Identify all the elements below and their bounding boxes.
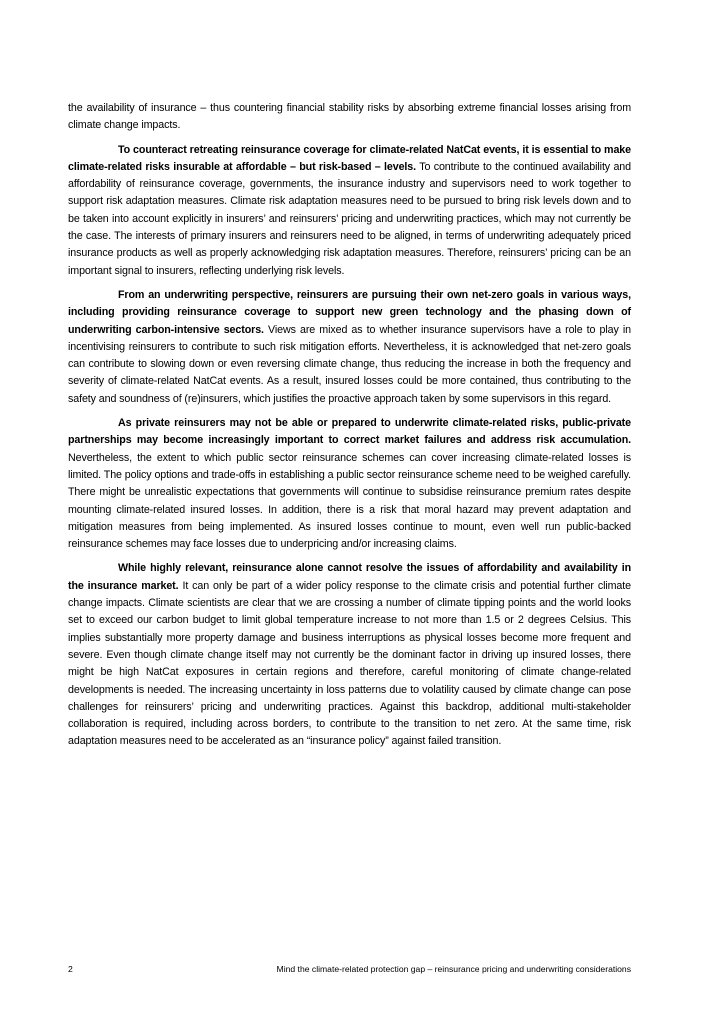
paragraph-public-private-partnerships [68,415,631,553]
page-number: 2 [68,964,73,974]
paragraph-reinsurance-coverage [68,142,631,280]
paragraph-text: Nevertheless, the extent to which public sector reinsurance schemes can cover increasing climate-related losses is limited. The policy options and trade-offs in establishing a public sector reinsurance scheme need to be weighed carefully. There might be unrealistic expectations that governments will continue to subsidise reinsurance premium rates despite mounting climate-related insured losses. In addition, there is a risk that moral hazard may prevent adaptation and mitigation measures from being implemented. As insured losses continue to mount, even well run public-backed reinsurance schemes may face losses due to underpricing and/or increasing claims. [68,451,631,551]
paragraph-continuation [68,100,631,135]
paragraph-lead: As private reinsurers may not be able or prepared to underwrite climate-related risks, public-private partnerships may become increasingly important to correct market failures and address risk accumulation. [68,417,631,447]
paragraph-lead: From an underwriting perspective, reinsurers are pursuing their own net-zero goals in various ways, including providing reinsurance coverage to support new green technology and the phasing down of underwriting carbon-intensive sectors. [68,288,631,336]
paragraph-reinsurance-alone [68,560,631,750]
paragraph-lead: To counteract retreating reinsurance coverage for climate-related NatCat events, it is essential to make climate-related risks insurable at affordable – but risk-based – levels. [68,143,631,173]
paragraph-text: To contribute to the continued availability and affordability of reinsurance coverage, governments, the insurance industry and supervisors need to work together to support risk adaptation measures. Climate risk adaptation measures need to be pursued to bring risk levels down and to be taken into account explicitly in insurers’ and reinsurers’ pricing and underwriting practices, which may not currently be the case. The interests of primary insurers and reinsurers need to be aligned, in terms of underwriting adequately priced insurance products as well as properly acknowledging risk adaptation measures. Therefore, reinsurers’ pricing can be an important signal to insurers, reflecting underlying risk levels. [68,160,631,277]
footer-title: Mind the climate-related protection gap – reinsurance pricing and underwriting considerations [276,964,631,974]
body-text [68,100,631,758]
paragraph-underwriting-perspective [68,287,631,408]
paragraph-text: It can only be part of a wider policy response to the climate crisis and potential further climate change impacts. Climate scientists are clear that we are crossing a number of climate tipping points and the world looks set to exceed our carbon budget to limit global temperature increase to not more than 1.5 or 2 degrees Celsius. This implies substantially more property damage and business interruptions as physical losses become more frequent and severe. Even though climate change itself may not currently be the dominant factor in driving up insured losses, there might be high NatCat exposures in certain regions and therefore, careful monitoring of climate change-related developments is needed. The increasing uncertainty in loss patterns due to volatility caused by climate change can pose challenges for reinsurers’ pricing and underwriting practices. Against this backdrop, additional multi-stakeholder collaboration is required, including across borders, to contribute to the transition to net zero. At the same time, risk adaptation measures need to be accelerated as an “insurance policy” against failed transition. [68,579,631,748]
paragraph-lead: While highly relevant, reinsurance alone cannot resolve the issues of affordability and availability in the insurance market. [68,562,631,592]
paragraph-text: the availability of insurance – thus countering financial stability risks by absorbing extreme financial losses arising from climate change impacts. [68,102,631,132]
paragraph-text: Views are mixed as to whether insurance supervisors have a role to play in incentivising reinsurers to contribute to such risk mitigation efforts. Nevertheless, it is acknowledged that net-zero goals can contribute to slowing down or even reversing climate change, thus reducing the increase in both the frequency and severity of climate-related NatCat events. As a result, insured losses could be more contained, thus contributing to the safety and soundness of (re)insurers, which justifies the proactive approach taken by some supervisors in this regard. [68,323,631,405]
